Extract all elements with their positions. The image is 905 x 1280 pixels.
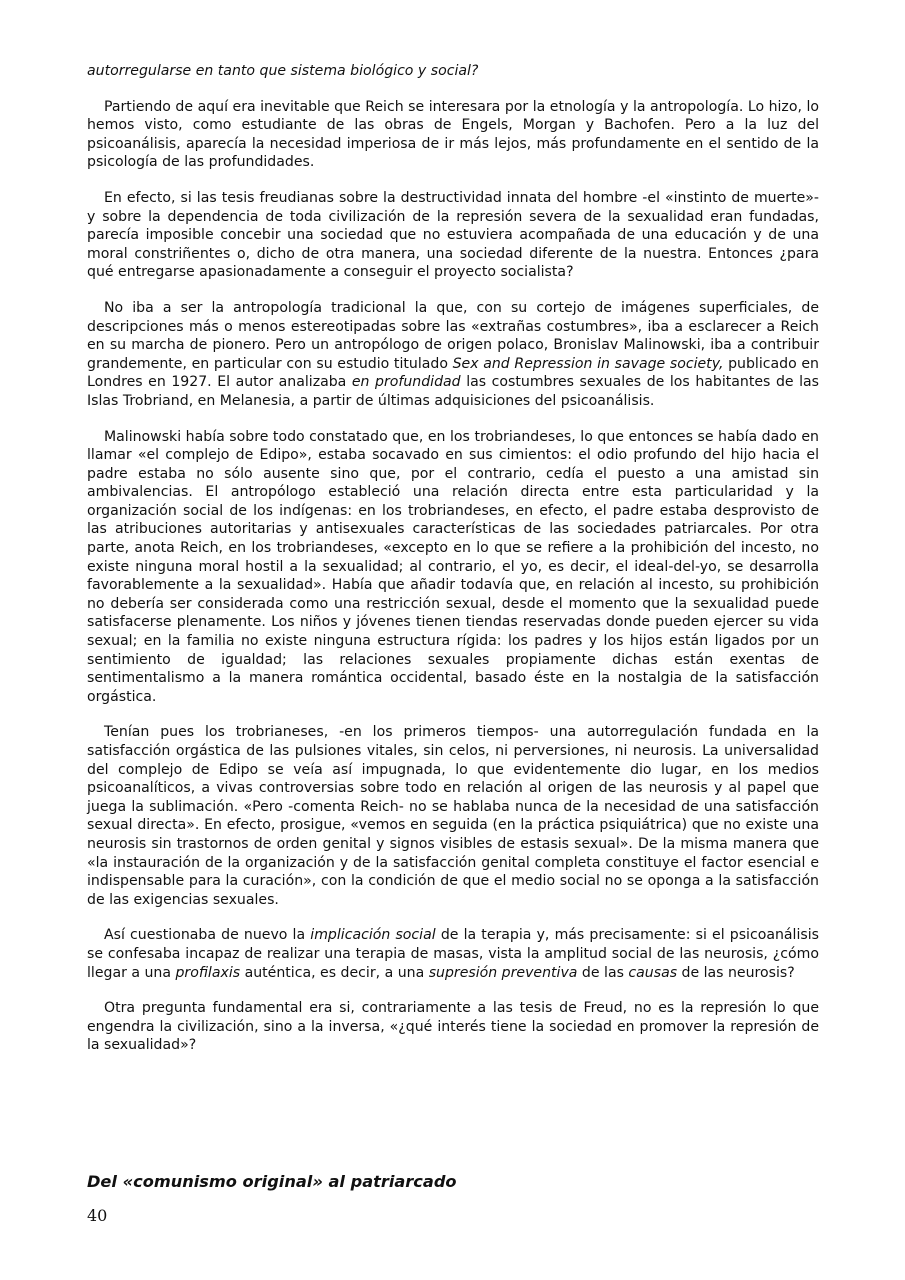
italic-text: Sex and Repression in savage society, [452,355,724,372]
paragraph-text: publicado en Londres en 1927. El autor analizaba [87,355,819,391]
italic-text: implicación social [310,927,436,944]
section-heading: Del «comunismo original» al patriarcado [87,1172,457,1191]
paragraph-text: Tenían pues los trobrianeses, -en los primeros tiempos- una autorregulación fundada en la satisfacción orgástica de las pulsiones vitales, sin celos, ni perversiones, ni neurosis. La universalidad del complejo de Edipo se veía así impugnada, lo que evidentemente dio lugar, en los medios psicoanalíticos, a vivas controversias sobre todo en relación al origen de las neurosis y al papel que juega la sublimación. «Pero -comenta Reich- no se hablaba nunca de la necesidad de una satisfacción sexual directa». En efecto, prosigue, «vemos en seguida (en la práctica psiquiátrica) que no existe una neurosis sin trastornos de orden genital y signos visibles de estasis sexual». De la misma manera que «la instauración de la organización y de la satisfacción genital completa constituye el factor esencial e indispensable para la curación», con la condición de que el medio social no se oponga a la satisfacción de las exigencias sexuales. [87,724,819,908]
paragraph-text: Malinowski había sobre todo constatado que, en los trobriandeses, lo que entonces se había dado en llamar «el complejo de Edipo», estaba socavado en sus cimientos: el odio profundo del hijo hacia el padre estaba no sólo ausente sino que, por el contrario, cedía el puesto a una amistad sin ambivalencias. El antropólogo estableció una relación directa entre esta particularidad y la organización social de los indígenas: en los trobriandeses, en efecto, el padre estaba desprovisto de las atribuciones autoritarias y antisexuales características de las sociedades patriarcales. Por otra parte, anota Reich, en los trobriandeses, «excepto en lo que se refiere a la prohibición del incesto, no existe ninguna moral hostil a la sexualidad; al contrario, el yo, es decir, el ideal-del-yo, se desarrolla favorablemente a la sexualidad». Había que añadir todavía que, en relación al incesto, su prohibición no debería ser considerada como una restricción sexual, desde el momento que la sexualidad puede satisfacerse plenamente. Los niños y jóvenes tienen tiendas reservadas donde pueden ejercer su vida sexual; en la familia no existe ninguna estructura rígida: los padres y los hijos están ligados por un sentimiento de igualdad; las relaciones sexuales propiamente dichas están exentas de sentimentalismo a la manera romántica occidental, basado éste en la nostalgia de la satisfacción orgástica. [87,428,819,705]
italic-text: en profundidad [351,374,461,391]
italic-text: supresión preventiva [428,964,578,981]
paragraph-text: auténtica, es decir, a una [240,964,429,981]
paragraph-text: Así cuestionaba de nuevo la [104,927,311,944]
paragraph [87,98,819,172]
paragraph-text: las costumbres sexuales de los habitantes de las Islas Trobriand, en Melanesia, a partir de últimas adquisiciones del psicoanálisis. [87,374,820,409]
paragraph [87,299,819,411]
paragraph [87,428,819,707]
paragraph [87,999,819,1055]
paragraph-text: Partiendo de aquí era inevitable que Reich se interesara por la etnología y la antropología. Lo hizo, lo hemos visto, como estudiante de las obras de Engels, Morgan y Bachofen. Pero a la luz del psicoanálisis, aparecía la necesidad imperiosa de ir más lejos, más profundamente en el sentido de la psicología de las profundidades. [87,98,819,171]
body-paragraphs [87,98,819,1055]
paragraph-text: de las neurosis? [677,964,795,981]
page-number: 40 [87,1206,108,1225]
paragraph-text: En efecto, si las tesis freudianas sobre la destructividad innata del hombre -el «instinto de muerte»- y sobre la dependencia de toda civilización de la represión severa de la sexualidad eran fundadas, parecía imposible concebir una sociedad que no estuviera acompañada de una educación y de una moral constriñentes o, dicho de otra manera, una sociedad diferente de la nuestra. Entonces ¿para qué entregarse apasionadamente a conseguir el proyecto socialista? [87,189,819,281]
italic-text: profilaxis [175,964,241,981]
paragraph-text: de las [577,964,629,981]
page-body [87,62,819,1072]
paragraph [87,189,819,282]
italic-text: causas [628,964,678,981]
paragraph [87,926,819,982]
lead-fragment: autorregularse en tanto que sistema biológico y social? [87,63,479,79]
paragraph-text: de la terapia y, más precisamente: si el psicoanálisis se confesaba incapaz de realizar una terapia de masas, vista la amplitud social de las neurosis, ¿cómo llegar a una [87,927,819,981]
paragraph-text: Otra pregunta fundamental era si, contrariamente a las tesis de Freud, no es la represión lo que engendra la civilización, sino a la inversa, «¿qué interés tiene la sociedad en promover la represión de la sexualidad»? [87,1000,819,1054]
paragraph [87,723,819,909]
paragraph-text: No iba a ser la antropología tradicional la que, con su cortejo de imágenes superficiales, de descripciones más o menos estereotipadas sobre las «extrañas costumbres», iba a esclarecer a Reich en su marcha de pionero. Pero un antropólogo de origen polaco, Bronislav Malinowski, iba a contribuir grandemente, en particular con su estudio titulado [87,299,819,372]
